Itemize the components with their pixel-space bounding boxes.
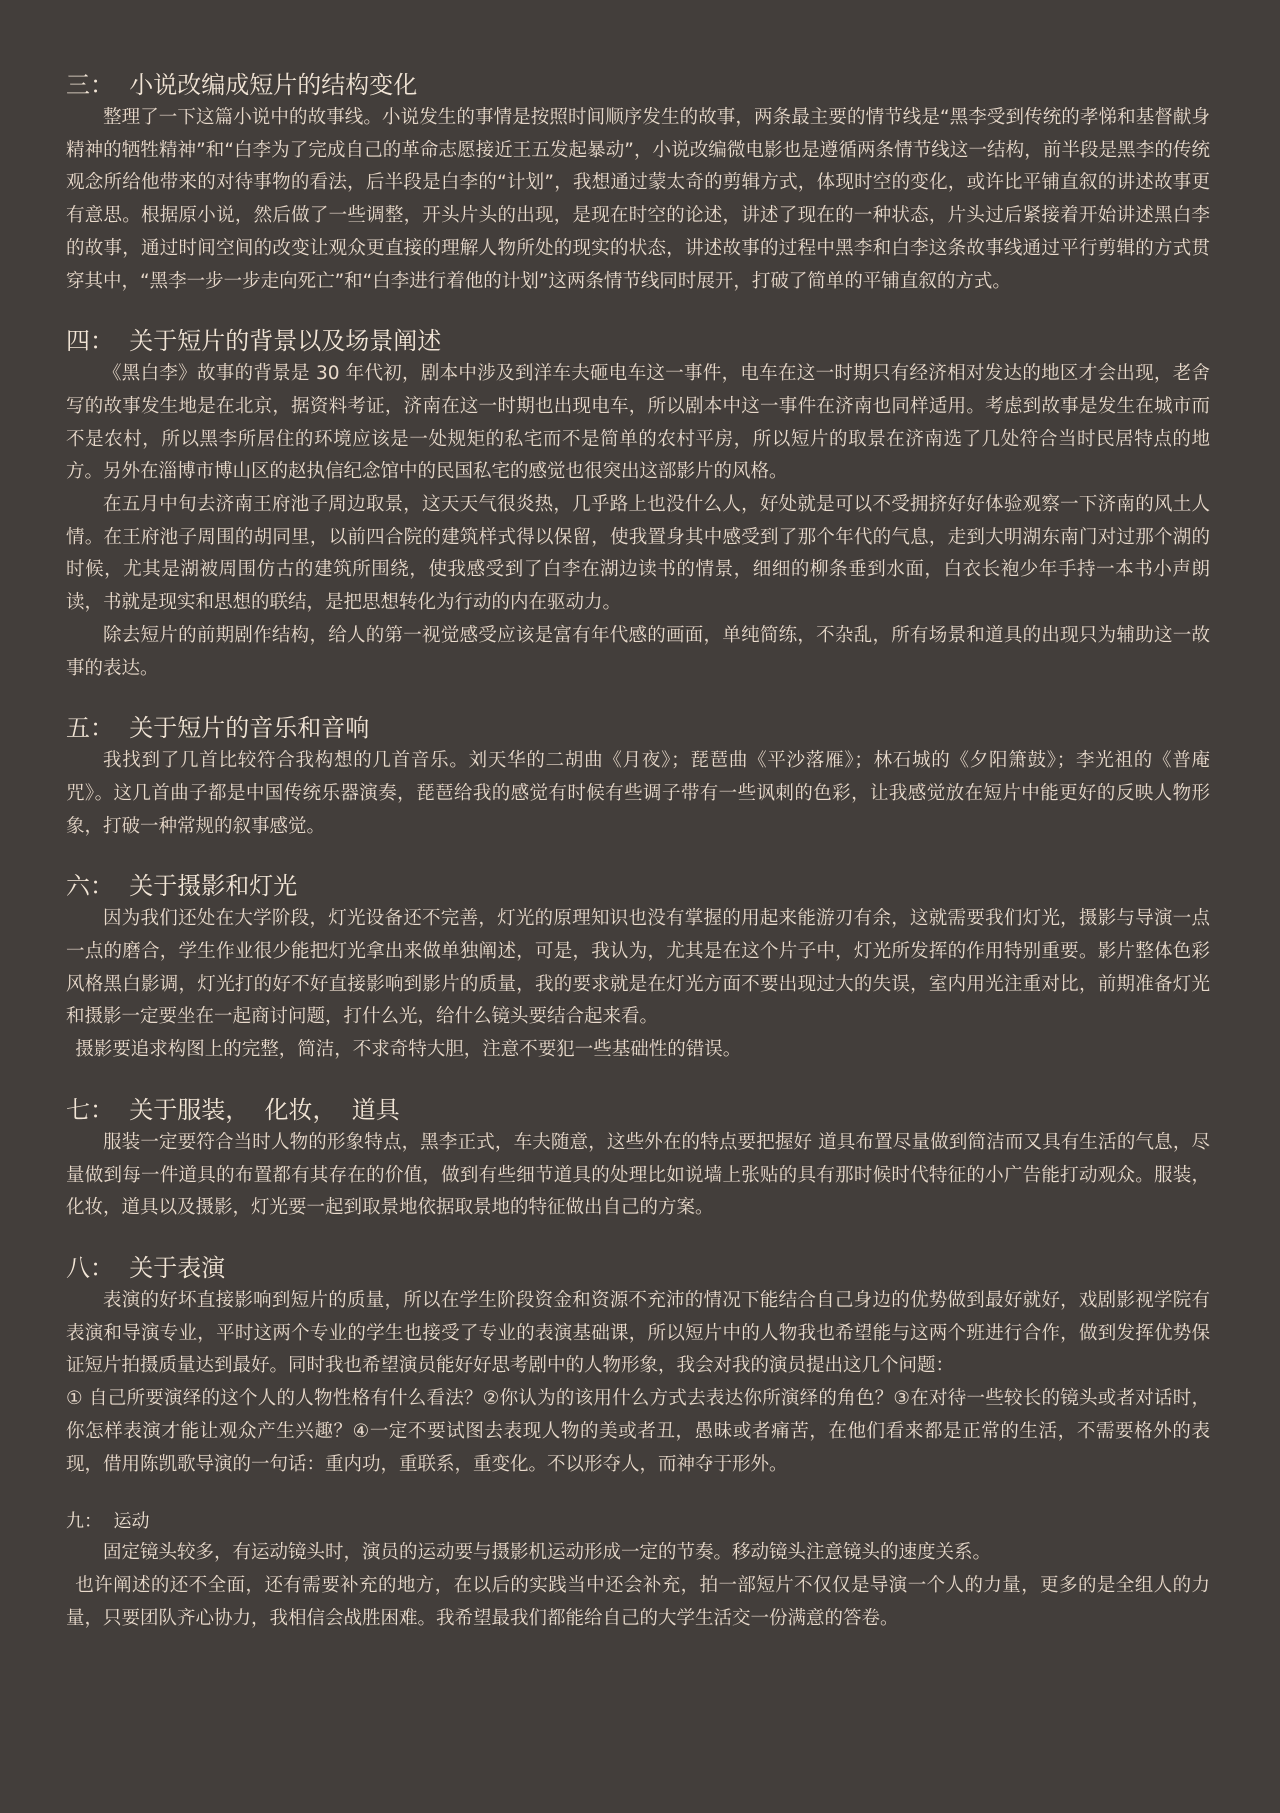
paragraph: 在五月中旬去济南王府池子周边取景，这天天气很炎热，几乎路上也没什么人，好处就是可以不受拥挤好好体验观察一下济南的风土人情。在王府池子周围的胡同里，以前四合院的建筑样式得以保留，使我置身其中感受到了那个年代的气息，走到大明湖东南门对过那个湖的时候，尤其是湖被周围仿古的建筑所围绕，使我感受到了白李在湖边读书的情景，细细的柳条垂到水面，白衣长袍少年手持一本书小声朗读，书就是现实和思想的联结，是把思想转化为行动的内在驱动力。 bbox=[66, 494, 1210, 614]
paragraph: 《黑白李》故事的背景是 30 年代初，剧本中涉及到洋车夫砸电车这一事件，电车在这一时期只有经济相对发达的地区才会出现，老舍写的故事发生地是在北京，据资料考证，济南在这一时期也出现电车，所以剧本中这一事件在济南也同样适用。考虑到故事是发生在城市而不是农村，所以黑李所居住的环境应该是一处规矩的私宅而不是简单的农村平房，所以短片的取景在济南选了几处符合当时民居特点的地方。另外在淄博市博山区的赵执信纪念馆中的民国私宅的感觉也很突出这部影片的风格。 bbox=[66, 363, 1210, 483]
section-background-scenes bbox=[66, 326, 1210, 685]
section-heading: 四： 关于短片的背景以及场景阐述 bbox=[66, 327, 442, 356]
paragraph: 整理了一下这篇小说中的故事线。小说发生的事情是按照时间顺序发生的故事，两条最主要的情节线是“黑李受到传统的孝悌和基督献身精神的牺牲精神”和“白李为了完成自己的革命志愿接近王五发起暴动”，小说改编微电影也是遵循两条情节线这一结构，前半段是黑李的传统观念所给他带来的对待事物的看法，后半段是白李的“计划”，我想通过蒙太奇的剪辑方式，体现时空的变化，或许比平铺直叙的讲述故事更有意思。根据原小说，然后做了一些调整，开头片头的出现，是现在时空的论述，讲述了现在的一种状态，片头过后紧接着开始讲述黑白李的故事，通过时间空间的改变让观众更直接的理解人物所处的现实的状态，讲述故事的过程中黑李和白李这条故事线通过平行剪辑的方式贯穿其中，“黑李一步一步走向死亡”和“白李进行着他的计划”这两条情节线同时展开，打破了简单的平铺直叙的方式。 bbox=[66, 107, 1210, 292]
section-movement bbox=[66, 1509, 1210, 1635]
section-photography-lighting bbox=[66, 871, 1210, 1067]
paragraph: 表演的好坏直接影响到短片的质量，所以在学生阶段资金和资源不充沛的情况下能结合自己身边的优势做到最好就好，戏剧影视学院有表演和导演专业，平时这两个专业的学生也接受了专业的表演基础课，所以短片中的人物我也希望能与这两个班进行合作，做到发挥优势保证短片拍摄质量达到最好。同时我也希望演员能好好思考剧中的人物形象，我会对我的演员提出这几个问题： bbox=[66, 1289, 1210, 1377]
section-heading: 六： 关于摄影和灯光 bbox=[66, 872, 298, 901]
question-list: ① 自己所要演绎的这个人的人物性格有什么看法？②你认为的该用什么方式去表达你所演绎的角色？③在对待一些较长的镜头或者对话时，你怎样表演才能让观众产生兴趣？④一定不要试图去表现人物的美或者丑，愚昧或者痛苦，在他们看来都是正常的生活，不需要格外的表现，借用陈凯歌导演的一句话：重内功，重联系，重变化。不以形夺人，而神夺于形外。 bbox=[66, 1388, 1210, 1475]
section-acting bbox=[66, 1253, 1210, 1481]
section-heading: 三： 小说改编成短片的结构变化 bbox=[66, 71, 418, 99]
section-heading: 五： 关于短片的音乐和音响 bbox=[66, 714, 370, 743]
section-heading: 七： 关于服装， 化妆， 道具 bbox=[66, 1095, 400, 1124]
paragraph: 服装一定要符合当时人物的形象特点，黑李正式，车夫随意，这些外在的特点要把握好 道具布置尽量做到简洁而又具有生活的气息，尽量做到每一件道具的布置都有其存在的价值，做到有些细节道具的处理比如说墙上张贴的具有那时候时代特征的小广告能打动观众。服装，化妆，道具以及摄影，灯光要一起到取景地依据取景地的特征做出自己的方案。 bbox=[66, 1131, 1210, 1219]
paragraph: 固定镜头较多，有运动镜头时，演员的运动要与摄影机运动形成一定的节奏。移动镜头注意镜头的速度关系。 bbox=[103, 1542, 992, 1564]
section-heading: 九： 运动 bbox=[66, 1511, 150, 1533]
section-costume-makeup-props bbox=[66, 1095, 1210, 1225]
paragraph: 摄影要追求构图上的完整，简洁，不求奇特大胆，注意不要犯一些基础性的错误。 bbox=[75, 1039, 742, 1061]
paragraph: 除去短片的前期剧作结构，给人的第一视觉感受应该是富有年代感的画面，单纯简练，不杂乱，所有场景和道具的出现只为辅助这一故事的表达。 bbox=[66, 624, 1210, 679]
section-heading: 八： 关于表演 bbox=[66, 1253, 226, 1282]
section-music-sound bbox=[66, 713, 1210, 843]
paragraph: 因为我们还处在大学阶段，灯光设备还不完善，灯光的原理知识也没有掌握的用起来能游刃有余，这就需要我们灯光，摄影与导演一点一点的磨合，学生作业很少能把灯光拿出来做单独阐述，可是，我认为，尤其是在这个片子中，灯光所发挥的作用特别重要。影片整体色彩风格黑白影调，灯光打的好不好直接影响到影片的质量，我的要求就是在灯光方面不要出现过大的失误，室内用光注重对比，前期准备灯光和摄影一定要坐在一起商讨问题，打什么光，给什么镜头要结合起来看。 bbox=[66, 908, 1210, 1028]
closing-paragraph: 也许阐述的还不全面，还有需要补充的地方，在以后的实践当中还会补充，拍一部短片不仅仅是导演一个人的力量，更多的是全组人的力量，只要团队齐心协力，我相信会战胜困难。我希望最我们都能给自己的大学生活交一份满意的答卷。 bbox=[66, 1574, 1210, 1629]
section-structure bbox=[66, 70, 1210, 298]
paragraph: 我找到了几首比较符合我构想的几首音乐。刘天华的二胡曲《月夜》；琵琶曲《平沙落雁》；林石城的《夕阳箫鼓》；李光祖的《普庵咒》。这几首曲子都是中国传统乐器演奏，琵琶给我的感觉有时候有些调子带有一些讽刺的色彩，让我感觉放在短片中能更好的反映人物形象，打破一种常规的叙事感觉。 bbox=[66, 750, 1210, 837]
